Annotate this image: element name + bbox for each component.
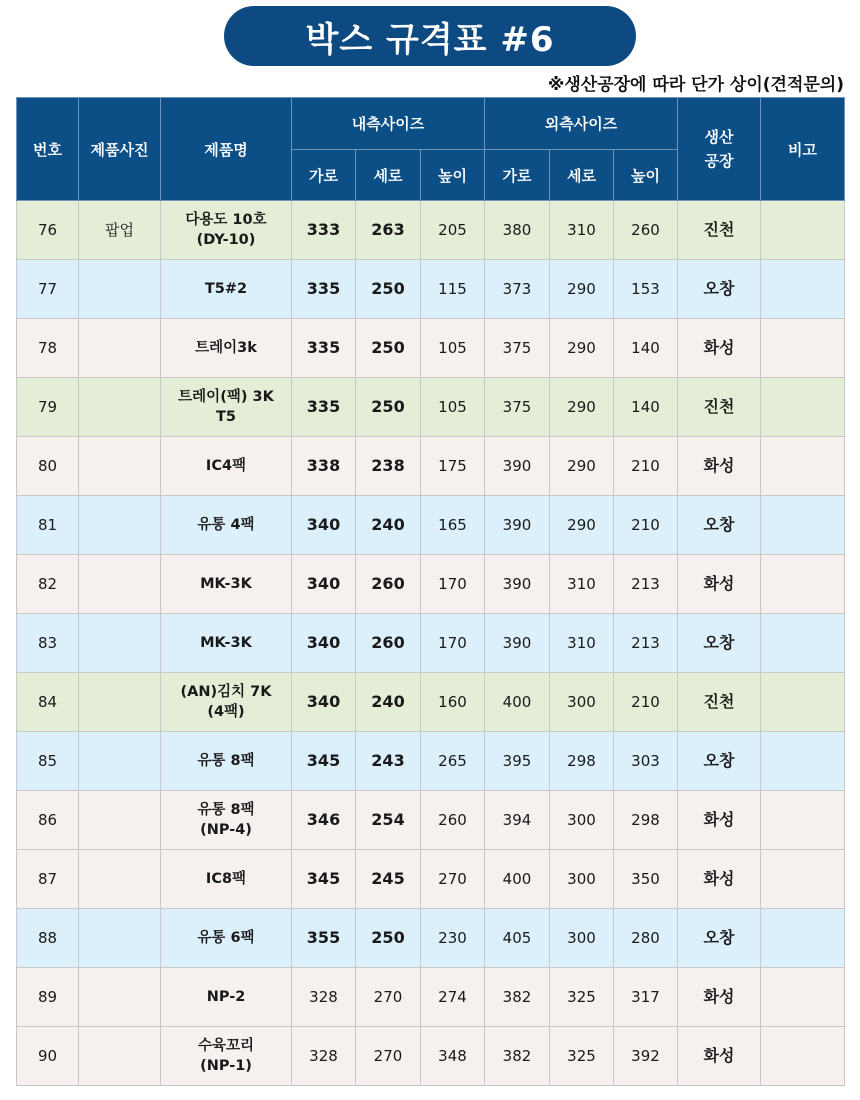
header-name: 제품명 xyxy=(161,98,292,201)
cell-remarks xyxy=(761,968,845,1027)
cell-outer-depth: 325 xyxy=(550,1027,614,1086)
header-remarks: 비고 xyxy=(761,98,845,201)
cell-factory: 화성 xyxy=(678,968,761,1027)
table-row xyxy=(17,791,845,850)
cell-outer-height: 350 xyxy=(614,850,678,909)
cell-outer-width: 390 xyxy=(485,555,550,614)
cell-no: 87 xyxy=(17,850,79,909)
cell-factory: 화성 xyxy=(678,555,761,614)
cell-photo xyxy=(79,319,161,378)
page-title: 박스 규격표 #6 xyxy=(224,6,636,66)
cell-no: 84 xyxy=(17,673,79,732)
cell-inner-depth: 240 xyxy=(356,673,421,732)
table-row xyxy=(17,850,845,909)
cell-inner-depth: 270 xyxy=(356,968,421,1027)
header-factory: 생산 공장 xyxy=(678,98,761,201)
cell-outer-width: 375 xyxy=(485,378,550,437)
cell-remarks xyxy=(761,260,845,319)
cell-name: 유통 4팩 xyxy=(161,496,292,555)
cell-outer-height: 210 xyxy=(614,673,678,732)
cell-outer-width: 375 xyxy=(485,319,550,378)
table-row xyxy=(17,201,845,260)
cell-no: 82 xyxy=(17,555,79,614)
header-photo: 제품사진 xyxy=(79,98,161,201)
cell-outer-depth: 310 xyxy=(550,614,614,673)
cell-inner-height: 160 xyxy=(421,673,485,732)
cell-factory: 오창 xyxy=(678,909,761,968)
cell-outer-depth: 300 xyxy=(550,850,614,909)
cell-inner-height: 170 xyxy=(421,614,485,673)
cell-outer-width: 382 xyxy=(485,968,550,1027)
cell-photo xyxy=(79,968,161,1027)
table-row xyxy=(17,496,845,555)
cell-remarks xyxy=(761,614,845,673)
header-outer-width: 가로 xyxy=(485,150,550,201)
cell-photo xyxy=(79,791,161,850)
cell-photo: 팝업 xyxy=(79,201,161,260)
header-outer-height: 높이 xyxy=(614,150,678,201)
cell-remarks xyxy=(761,319,845,378)
cell-inner-width: 340 xyxy=(292,614,356,673)
cell-inner-depth: 240 xyxy=(356,496,421,555)
table-row xyxy=(17,437,845,496)
cell-remarks xyxy=(761,909,845,968)
cell-outer-height: 260 xyxy=(614,201,678,260)
cell-name: NP-2 xyxy=(161,968,292,1027)
cell-outer-height: 210 xyxy=(614,437,678,496)
cell-outer-depth: 290 xyxy=(550,378,614,437)
cell-name: 수육꼬리 (NP-1) xyxy=(161,1027,292,1086)
cell-inner-width: 340 xyxy=(292,555,356,614)
cell-outer-height: 298 xyxy=(614,791,678,850)
cell-name: MK-3K xyxy=(161,555,292,614)
cell-inner-depth: 270 xyxy=(356,1027,421,1086)
cell-inner-width: 338 xyxy=(292,437,356,496)
cell-outer-depth: 300 xyxy=(550,673,614,732)
header-inner-width: 가로 xyxy=(292,150,356,201)
cell-outer-height: 140 xyxy=(614,378,678,437)
cell-photo xyxy=(79,555,161,614)
cell-outer-height: 303 xyxy=(614,732,678,791)
cell-inner-depth: 250 xyxy=(356,909,421,968)
table-row xyxy=(17,732,845,791)
cell-outer-width: 390 xyxy=(485,437,550,496)
cell-factory: 오창 xyxy=(678,614,761,673)
cell-inner-width: 335 xyxy=(292,260,356,319)
cell-photo xyxy=(79,614,161,673)
cell-inner-depth: 250 xyxy=(356,260,421,319)
cell-inner-height: 270 xyxy=(421,850,485,909)
cell-inner-height: 105 xyxy=(421,319,485,378)
cell-remarks xyxy=(761,673,845,732)
cell-outer-depth: 290 xyxy=(550,496,614,555)
cell-no: 83 xyxy=(17,614,79,673)
cell-no: 77 xyxy=(17,260,79,319)
cell-inner-depth: 245 xyxy=(356,850,421,909)
cell-factory: 오창 xyxy=(678,496,761,555)
cell-factory: 화성 xyxy=(678,437,761,496)
cell-inner-height: 165 xyxy=(421,496,485,555)
cell-name: 다용도 10호 (DY-10) xyxy=(161,201,292,260)
cell-inner-height: 274 xyxy=(421,968,485,1027)
cell-remarks xyxy=(761,378,845,437)
cell-factory: 진천 xyxy=(678,201,761,260)
cell-inner-height: 348 xyxy=(421,1027,485,1086)
table-row xyxy=(17,614,845,673)
cell-inner-depth: 238 xyxy=(356,437,421,496)
cell-inner-width: 345 xyxy=(292,732,356,791)
cell-inner-width: 335 xyxy=(292,378,356,437)
cell-outer-height: 213 xyxy=(614,555,678,614)
cell-no: 78 xyxy=(17,319,79,378)
table-row xyxy=(17,260,845,319)
cell-outer-height: 392 xyxy=(614,1027,678,1086)
cell-outer-height: 140 xyxy=(614,319,678,378)
cell-factory: 화성 xyxy=(678,850,761,909)
pricing-note: ※생산공장에 따라 단가 상이(견적문의) xyxy=(547,75,844,95)
cell-outer-width: 400 xyxy=(485,673,550,732)
cell-name: 유통 8팩 xyxy=(161,732,292,791)
cell-inner-depth: 254 xyxy=(356,791,421,850)
cell-name: (AN)김치 7K (4팩) xyxy=(161,673,292,732)
cell-factory: 화성 xyxy=(678,1027,761,1086)
cell-photo xyxy=(79,732,161,791)
cell-inner-width: 340 xyxy=(292,496,356,555)
cell-outer-width: 400 xyxy=(485,850,550,909)
table-row xyxy=(17,319,845,378)
cell-outer-depth: 310 xyxy=(550,555,614,614)
cell-inner-height: 115 xyxy=(421,260,485,319)
cell-photo xyxy=(79,909,161,968)
cell-inner-height: 265 xyxy=(421,732,485,791)
cell-photo xyxy=(79,437,161,496)
table-row xyxy=(17,968,845,1027)
cell-inner-width: 328 xyxy=(292,1027,356,1086)
cell-outer-depth: 290 xyxy=(550,260,614,319)
cell-outer-height: 210 xyxy=(614,496,678,555)
cell-outer-depth: 290 xyxy=(550,319,614,378)
cell-remarks xyxy=(761,732,845,791)
cell-inner-depth: 250 xyxy=(356,319,421,378)
cell-inner-width: 328 xyxy=(292,968,356,1027)
cell-outer-depth: 298 xyxy=(550,732,614,791)
cell-outer-depth: 300 xyxy=(550,909,614,968)
cell-no: 90 xyxy=(17,1027,79,1086)
cell-no: 81 xyxy=(17,496,79,555)
cell-outer-height: 317 xyxy=(614,968,678,1027)
cell-name: 트레이3k xyxy=(161,319,292,378)
cell-photo xyxy=(79,260,161,319)
cell-factory: 오창 xyxy=(678,732,761,791)
cell-photo xyxy=(79,378,161,437)
box-spec-table xyxy=(16,97,845,1086)
cell-outer-width: 395 xyxy=(485,732,550,791)
cell-no: 85 xyxy=(17,732,79,791)
table-row xyxy=(17,555,845,614)
cell-outer-width: 382 xyxy=(485,1027,550,1086)
cell-inner-height: 170 xyxy=(421,555,485,614)
cell-outer-width: 390 xyxy=(485,614,550,673)
cell-outer-width: 394 xyxy=(485,791,550,850)
cell-name: 트레이(팩) 3K T5 xyxy=(161,378,292,437)
cell-remarks xyxy=(761,850,845,909)
cell-remarks xyxy=(761,555,845,614)
cell-outer-height: 153 xyxy=(614,260,678,319)
cell-outer-width: 373 xyxy=(485,260,550,319)
cell-outer-width: 405 xyxy=(485,909,550,968)
cell-name: MK-3K xyxy=(161,614,292,673)
cell-remarks xyxy=(761,437,845,496)
cell-name: IC4팩 xyxy=(161,437,292,496)
table-row xyxy=(17,1027,845,1086)
cell-inner-depth: 250 xyxy=(356,378,421,437)
cell-no: 89 xyxy=(17,968,79,1027)
cell-name: IC8팩 xyxy=(161,850,292,909)
cell-outer-width: 380 xyxy=(485,201,550,260)
cell-no: 79 xyxy=(17,378,79,437)
cell-outer-depth: 300 xyxy=(550,791,614,850)
cell-remarks xyxy=(761,496,845,555)
cell-factory: 화성 xyxy=(678,791,761,850)
header-inner-size: 내측사이즈 xyxy=(292,98,485,150)
cell-inner-width: 345 xyxy=(292,850,356,909)
cell-inner-height: 230 xyxy=(421,909,485,968)
cell-inner-height: 105 xyxy=(421,378,485,437)
cell-inner-width: 355 xyxy=(292,909,356,968)
cell-inner-height: 205 xyxy=(421,201,485,260)
cell-remarks xyxy=(761,1027,845,1086)
cell-factory: 오창 xyxy=(678,260,761,319)
cell-inner-width: 333 xyxy=(292,201,356,260)
cell-outer-height: 280 xyxy=(614,909,678,968)
cell-inner-depth: 260 xyxy=(356,555,421,614)
cell-outer-depth: 310 xyxy=(550,201,614,260)
header-outer-size: 외측사이즈 xyxy=(485,98,678,150)
table-row xyxy=(17,378,845,437)
cell-inner-height: 260 xyxy=(421,791,485,850)
cell-inner-width: 340 xyxy=(292,673,356,732)
cell-remarks xyxy=(761,201,845,260)
cell-inner-depth: 263 xyxy=(356,201,421,260)
cell-factory: 진천 xyxy=(678,378,761,437)
cell-photo xyxy=(79,1027,161,1086)
cell-outer-depth: 325 xyxy=(550,968,614,1027)
cell-name: 유통 8팩 (NP-4) xyxy=(161,791,292,850)
cell-inner-depth: 243 xyxy=(356,732,421,791)
table-row xyxy=(17,673,845,732)
cell-no: 86 xyxy=(17,791,79,850)
cell-photo xyxy=(79,673,161,732)
cell-no: 88 xyxy=(17,909,79,968)
cell-inner-width: 346 xyxy=(292,791,356,850)
cell-factory: 화성 xyxy=(678,319,761,378)
cell-no: 76 xyxy=(17,201,79,260)
cell-name: T5#2 xyxy=(161,260,292,319)
header-inner-height: 높이 xyxy=(421,150,485,201)
table-row xyxy=(17,909,845,968)
cell-factory: 진천 xyxy=(678,673,761,732)
cell-inner-width: 335 xyxy=(292,319,356,378)
cell-inner-height: 175 xyxy=(421,437,485,496)
cell-photo xyxy=(79,496,161,555)
cell-remarks xyxy=(761,791,845,850)
table-body xyxy=(17,201,845,1086)
cell-outer-height: 213 xyxy=(614,614,678,673)
cell-inner-depth: 260 xyxy=(356,614,421,673)
cell-name: 유통 6팩 xyxy=(161,909,292,968)
cell-outer-width: 390 xyxy=(485,496,550,555)
cell-no: 80 xyxy=(17,437,79,496)
cell-photo xyxy=(79,850,161,909)
header-no: 번호 xyxy=(17,98,79,201)
header-inner-depth: 세로 xyxy=(356,150,421,201)
cell-outer-depth: 290 xyxy=(550,437,614,496)
header-outer-depth: 세로 xyxy=(550,150,614,201)
